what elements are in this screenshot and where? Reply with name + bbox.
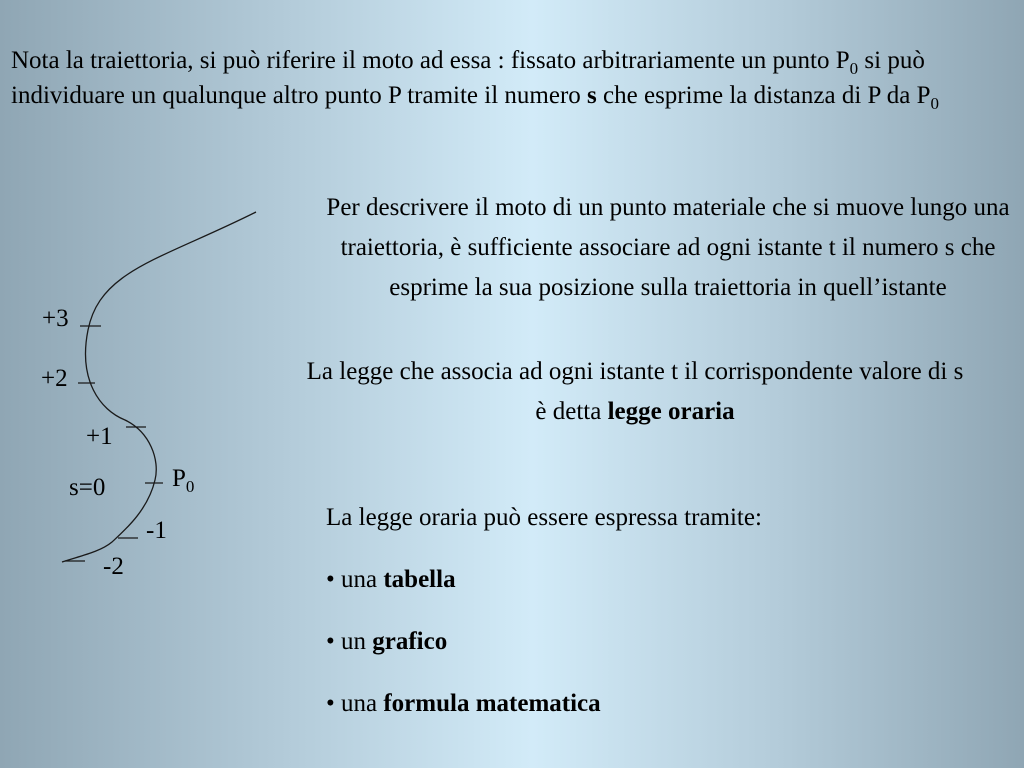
list-intro: La legge oraria può essere espressa tramite: xyxy=(326,504,762,531)
point-label: P xyxy=(172,465,186,492)
intro-subscript-2: 0 xyxy=(930,94,939,113)
legge-text: La legge che associa ad ogni istante t il corrispondente valore di s è detta xyxy=(306,358,964,425)
mark-label-plus-1: +1 xyxy=(86,423,113,450)
intro-subscript-1: 0 xyxy=(849,59,859,78)
intro-bold-s: s xyxy=(587,82,597,109)
intro-text-2: si può individuare un qualunque altro punto P tramite il numero xyxy=(11,47,925,109)
point-p0-label xyxy=(172,464,194,494)
list-item-prefix: • una xyxy=(326,566,384,593)
intro-text-1: Nota la traiettoria, si può riferire il moto ad essa : fissato arbitrariamente un punto P xyxy=(11,47,850,74)
description-paragraph: Per descrivere il moto di un punto materiale che si muove lungo una traiettoria, è sufficiente associare ad ogni istante t il numero s che esprime la sua posizione sulla traiettoria in quell’istante xyxy=(326,194,1010,301)
list-item-bold: tabella xyxy=(383,566,456,593)
legge-bold: legge oraria xyxy=(607,398,735,425)
list-item-bold: formula matematica xyxy=(383,690,601,717)
mark-label-plus-2: +2 xyxy=(41,365,68,392)
mark-label-zero: s=0 xyxy=(69,474,106,501)
intro-text-3: che esprime la distanza di P da P xyxy=(596,82,931,109)
list-item-prefix: • un xyxy=(326,628,373,655)
list-item-prefix: • una xyxy=(326,690,384,717)
mark-label-minus-1: -1 xyxy=(146,517,167,544)
trajectory-curve xyxy=(62,212,256,562)
list-item-bold: grafico xyxy=(372,628,448,655)
point-subscript: 0 xyxy=(185,477,195,496)
mark-label-plus-3: +3 xyxy=(42,305,69,332)
mark-label-minus-2: -2 xyxy=(103,553,124,580)
